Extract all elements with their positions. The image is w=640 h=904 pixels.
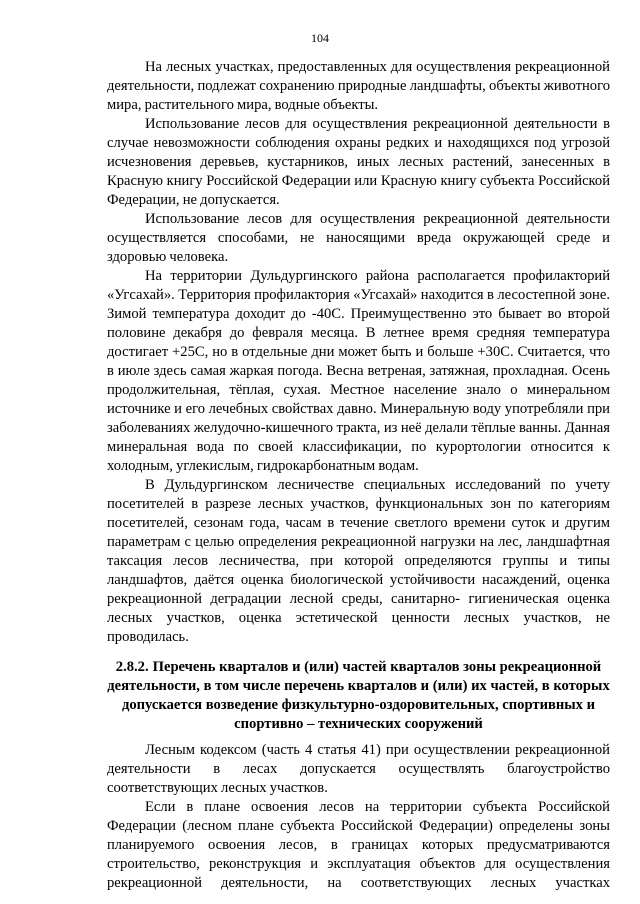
paragraph-planned-zones: Если в плане освоения лесов на территории субъекта Российской Федерации (лесном плане субъекта Российской Федерации) определены зоны планируемого освоения лесов, в границах которых предусматриваются строительство, реконструкция и эксплуатация объектов для осуществления рекреационной деятельности, на соответствующих лесных участках <box>107 799 610 891</box>
paragraph-ugsakhai-sanatorium: На территории Дульдургинского района располагается профилакторий «Угсахай». Территория профилактория «Угсахай» находится в лесостепной зоне. Зимой температура доходит до -40С. Преимущественно это бывает во второй половине декабря до февраля месяца. В летнее время средняя температура достигает +25С, но в отдельные дни может быть и больше +30С. Считается, что в июле здесь самая жаркая погода. Весна ветреная, затяжная, прохладная. Осень продолжительная, тёплая, сухая. Местное население знало о минеральном источнике и его лечебных свойствах давно. Минеральную воду употребляли при заболеваниях желудочно-кишечного тракта, из неё делали тёплые ванны. Данная минеральная вода по своей классификации, по курортологии относится к холодным, углекислым, гидрокарбонатным водам. <box>107 268 610 474</box>
section-heading <box>107 658 610 734</box>
paragraph-harmless-methods: Использование лесов для осуществления рекреационной деятельности осуществляется способами, не наносящими вреда окружающей среде и здоровью человека. <box>107 211 610 265</box>
paragraph-forest-code: Лесным кодексом (часть 4 статья 41) при осуществлении рекреационной деятельности в лесах допускается осуществлять благоустройство соответствующих лесных участков. <box>107 742 610 796</box>
section-title: Перечень кварталов и (или) частей кварталов зоны рекреационной деятельности, в том числе перечень кварталов и (или) их частей, в которых допускается возведение физкультурно-оздоровительных, спортивных и спортивно – технических сооружений <box>107 659 610 732</box>
section-number: 2.8.2. <box>115 659 149 675</box>
paragraph-red-book-restriction: Использование лесов для осуществления рекреационной деятельности в случае невозможности соблюдения охраны редких и находящихся под угрозой исчезновения деревьев, кустарников, иных лесных растений, занесенных в Красную книгу Российской Федерации или Красную книгу субъекта Российской Федерации, не допускается. <box>107 116 610 208</box>
page-number: 104 <box>311 31 329 45</box>
paragraph-recreation-preservation: На лесных участках, предоставленных для осуществления рекреационной деятельности, подлежат сохранению природные ландшафты, объекты животного мира, растительного мира, водные объекты. <box>107 59 610 113</box>
document-body <box>107 58 610 893</box>
paragraph-visitor-studies: В Дульдургинском лесничестве специальных исследований по учету посетителей в разрезе лесных участков, функциональных зон по категориям посетителей, сезонам года, часам в течение светлого времени суток и другим параметрам с целью определения рекреационной нагрузки на лес, ландшафтная таксация лесов лесничества, при которой определяются группы и типы ландшафтов, даётся оценка биологической устойчивости насаждений, оценка рекреационной деградации лесной среды, санитарно- гигиеническая оценка лесных участков, оценка эстетической ценности лесных участков, не проводилась. <box>107 477 610 645</box>
